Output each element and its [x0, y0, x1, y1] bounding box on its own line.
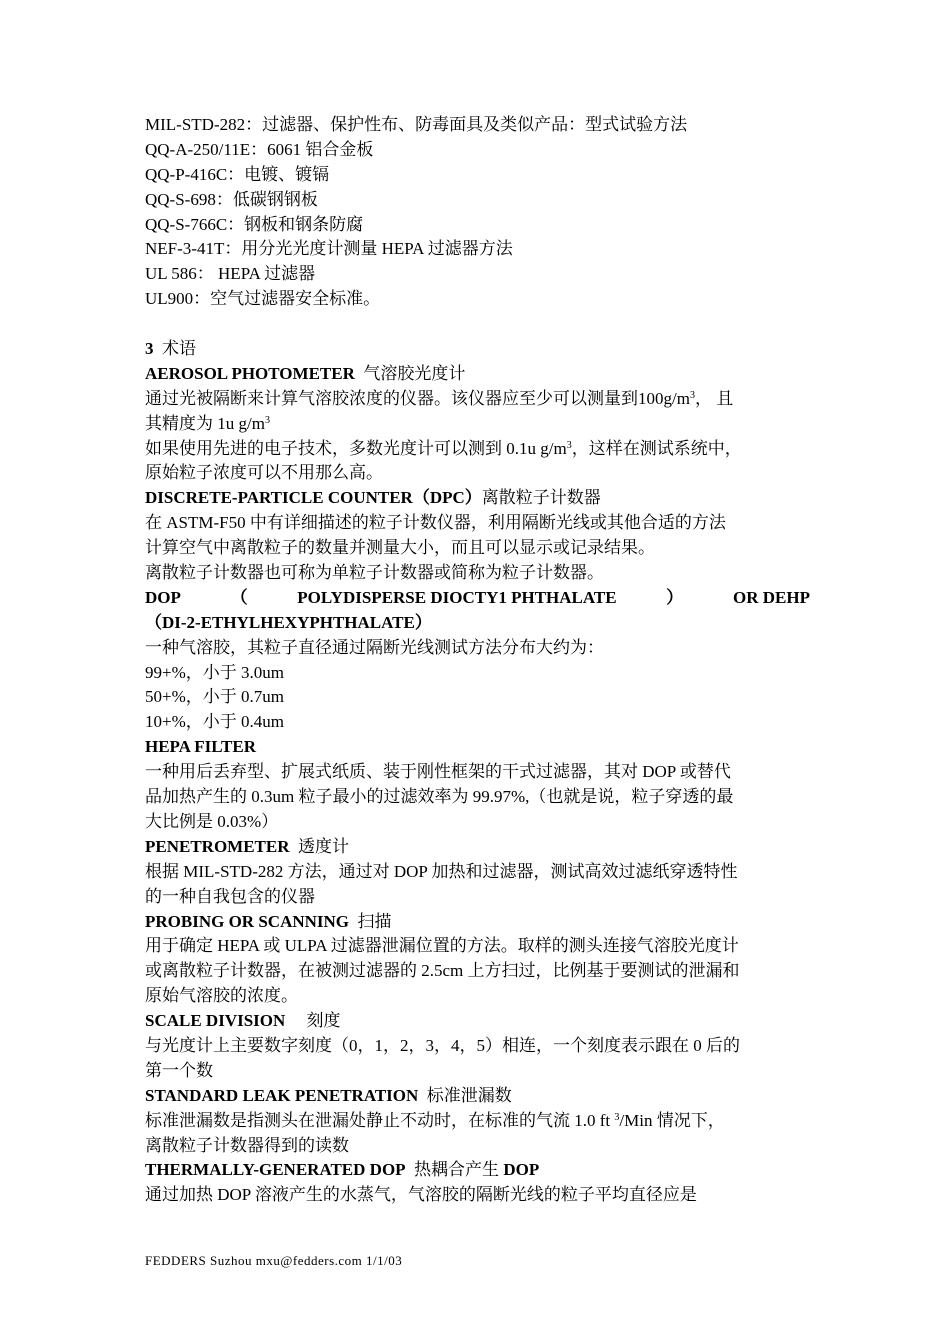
- standard-item: QQ-S-766C：钢板和钢条防腐: [145, 214, 364, 234]
- term-abbr: （DPC）: [412, 488, 482, 508]
- standard-item: UL 586： HEPA 过滤器: [145, 264, 316, 284]
- term-desc: 在 ASTM-F50 中有详细描述的粒子计数仪器，利用隔断光线或其他合适的方法: [145, 513, 726, 533]
- term-desc: 50+%，小于 0.7um: [145, 687, 284, 707]
- term-cn: 扫描: [357, 911, 392, 931]
- term-cn: 透度计: [298, 836, 350, 856]
- standard-item: MIL-STD-282：过滤器、保护性布、防毒面具及类似产品：型式试验方法: [145, 115, 688, 134]
- term-desc: 离散粒子计数器也可称为单粒子计数器或简称为粒子计数器。: [145, 563, 604, 583]
- term-desc: 或离散粒子计数器，在被测过滤器的 2.5cm 上方扫过，比例基于要测试的泄漏和: [145, 961, 740, 981]
- section-heading: [145, 337, 810, 362]
- term-heading: [145, 1084, 810, 1109]
- term-desc: 99+%，小于 3.0um: [145, 662, 284, 682]
- standard-item: UL900：空气过滤器安全标准。: [145, 289, 381, 309]
- term-name: PENETROMETER: [145, 836, 290, 856]
- term-name: PROBING OR SCANNING: [145, 911, 350, 931]
- term-desc: 通过光被隔断来计算气溶胶浓度的仪器。该仪器应至少可以测量到$100g/m^3$， 且: [145, 388, 734, 408]
- term-name: DISCRETE-PARTICLE COUNTER: [145, 488, 413, 508]
- section-title: 术语: [162, 339, 196, 359]
- term-desc: 10+%，小于 0.4um: [145, 712, 284, 732]
- term-desc: 的一种自我包含的仪器: [145, 886, 315, 906]
- term-desc: 其精度为 1u $g/m^3$: [145, 413, 270, 433]
- term-desc: 与光度计上主要数字刻度（0，1，2，3，4，5）相连，一个刻度表示跟在 0 后的: [145, 1035, 740, 1055]
- term-heading: [145, 835, 810, 860]
- standard-item: QQ-S-698：低碳钢钢板: [145, 189, 318, 209]
- term-cn: 标准泄漏数: [426, 1085, 512, 1105]
- term-cn: 离散粒子计数器: [481, 488, 601, 508]
- page-footer: FEDDERS Suzhou mxu@fedders.com 1/1/03: [145, 1253, 403, 1268]
- term-cn: 刻度: [306, 1011, 341, 1031]
- term-name: AEROSOL PHOTOMETER: [145, 363, 355, 383]
- term-name: THERMALLY-GENERATED DOP: [145, 1160, 406, 1180]
- term-desc: 第一个数: [145, 1060, 213, 1080]
- term-cn-suffix: DOP: [503, 1160, 540, 1180]
- term-heading: [145, 910, 810, 935]
- term-heading: [145, 362, 810, 387]
- term-desc: 离散粒子计数器得到的读数: [145, 1135, 349, 1155]
- standard-item: QQ-A-250/11E：6061 铝合金板: [145, 139, 374, 159]
- term-heading-cont: （DI-2-ETHYLHEXYPHTHALATE）: [145, 612, 432, 632]
- term-desc: 通过加热 DOP 溶液产生的水蒸气，气溶胶的隔断光线的粒子平均直径应是: [145, 1185, 697, 1205]
- term-name: STANDARD LEAK PENETRATION: [145, 1085, 419, 1105]
- term-desc: 原始气溶胶的浓度。: [145, 986, 298, 1006]
- section-number: 3: [145, 339, 154, 359]
- term-heading: [145, 486, 810, 511]
- term-desc: 原始粒子浓度可以不用那么高。: [145, 463, 383, 483]
- term-desc: 根据 MIL-STD-282 方法，通过对 DOP 加热和过滤器，测试高效过滤纸穿透特性: [145, 861, 738, 881]
- term-desc: 如果使用先进的电子技术，多数光度计可以测到 0.1u $g/m^3$，这样在测试系统中，: [145, 438, 742, 458]
- standard-item: NEF-3-41T：用分光光度计测量 HEPA 过滤器方法: [145, 239, 513, 259]
- term-heading: [145, 1158, 810, 1183]
- term-desc: 品加热产生的 0.3um 粒子最小的过滤效率为 99.97%,（也就是说，粒子穿透的最: [145, 787, 734, 807]
- standard-item: QQ-P-416C：电镀、镀镉: [145, 164, 330, 184]
- term-heading: DOP （ POLYDISPERSE DIOCTY1 PHTHALATE ） OR DEHP: [145, 587, 810, 607]
- term-desc: 一种用后丢弃型、扩展式纸质、装于刚性框架的干式过滤器，其对 DOP 或替代: [145, 762, 731, 782]
- term-cn: 热耦合产生: [414, 1160, 500, 1180]
- term-desc: 一种气溶胶，其粒子直径通过隔断光线测试方法分布大约为：: [145, 637, 604, 657]
- term-cn: 气溶胶光度计: [363, 363, 466, 383]
- term-name: SCALE DIVISION: [145, 1011, 286, 1031]
- term-desc: 大比例是 0.03%）: [145, 811, 279, 831]
- term-desc: 计算空气中离散粒子的数量并测量大小，而且可以显示或记录结果。: [145, 538, 655, 558]
- document-body: [145, 113, 810, 1208]
- term-heading: [145, 1009, 810, 1034]
- term-desc: 标准泄漏数是指测头在泄漏处静止不动时，在标准的气流 1.0 ft $^3$/Min 情况下，: [145, 1110, 725, 1130]
- term-heading: HEPA FILTER: [145, 737, 257, 757]
- term-desc: 用于确定 HEPA 或 ULPA 过滤器泄漏位置的方法。取样的测头连接气溶胶光度计: [145, 936, 739, 956]
